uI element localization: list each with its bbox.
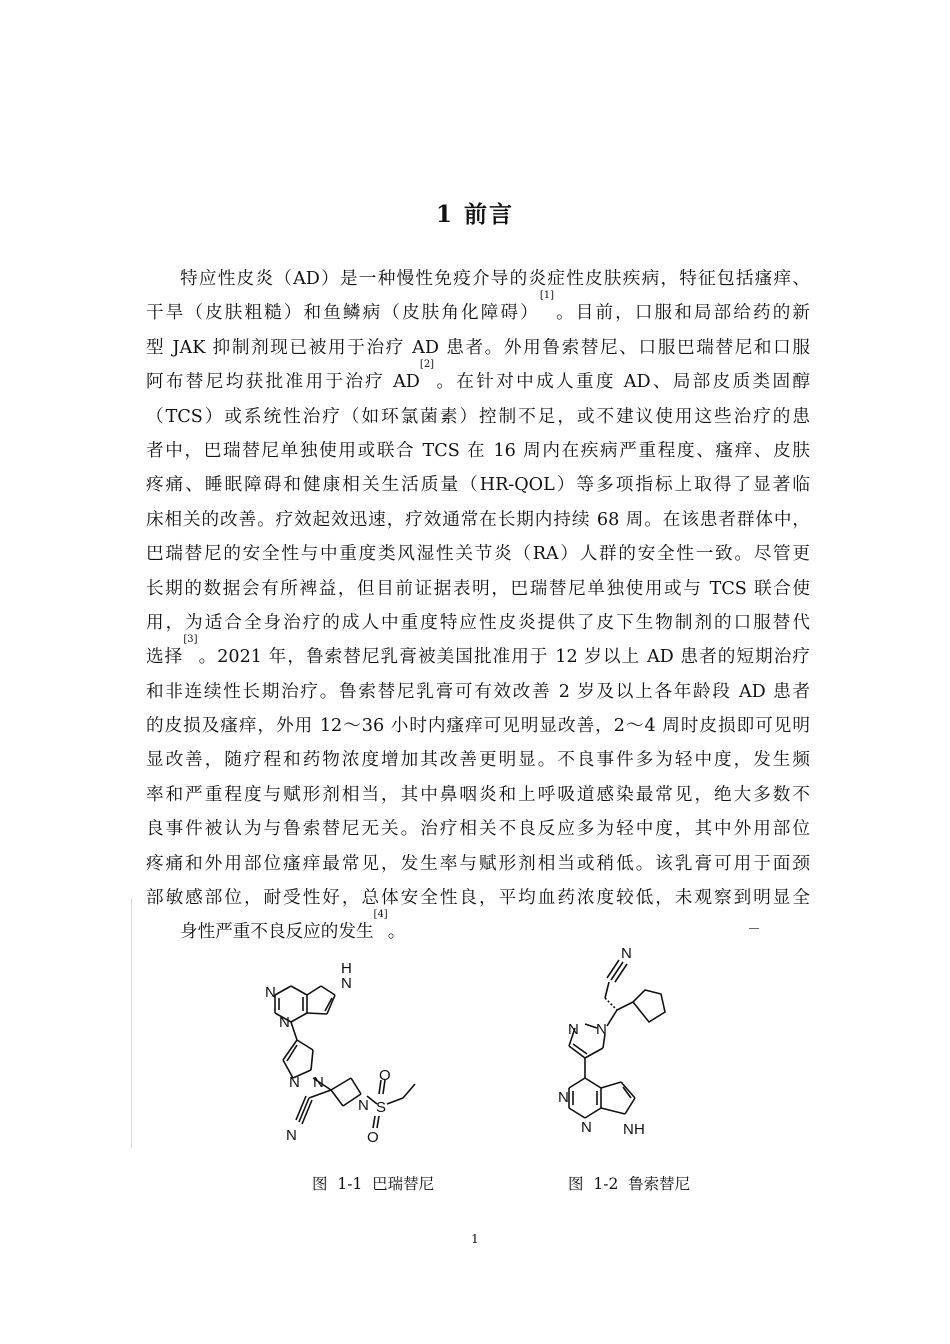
line-text: 率和严重程度与赋形剂相当，其中鼻咽炎和上呼吸道感染最常见，绝大多数不: [146, 784, 810, 805]
paragraph-line: [146, 675, 810, 709]
page-number: 1: [471, 1232, 479, 1246]
margin-rule: [131, 898, 132, 1148]
line-text: 长期的数据会有所裨益，但目前证据表明，巴瑞替尼单独使用或与 TCS 联合使: [146, 578, 810, 599]
line-text: 。2021 年，鲁索替尼乳膏被美国批准用于 12 岁以上 AD 患者的短期治疗: [197, 647, 810, 668]
paragraph-line: [146, 909, 810, 949]
body-paragraph: [146, 262, 810, 950]
atom-label-n: N: [358, 1097, 369, 1114]
line-text: 阿布替尼均获批准用于治疗 AD: [146, 372, 420, 393]
atom-label-n: N: [313, 1074, 324, 1091]
atom-label-o: O: [379, 1067, 391, 1084]
section-heading: 1 前言: [435, 201, 514, 228]
line-text: 身性严重不良反应的发生: [180, 922, 374, 943]
line-text: 部敏感部位，耐受性好，总体安全性良，平均血药浓度较低，未观察到明显全: [146, 888, 810, 909]
atom-label-n: N: [279, 1014, 290, 1031]
figure-baricitinib-structure: [255, 950, 455, 1160]
line-text: 者中，巴瑞替尼单独使用或联合 TCS 在 16 周内在疾病严重程度、瘙痒、皮肤: [146, 440, 810, 461]
atom-label-n: N: [623, 1121, 634, 1138]
paragraph-line: [146, 262, 810, 296]
citation-reference: [3]: [183, 634, 198, 646]
line-text: 用，为适合全身治疗的成人中重度特应性皮炎提供了皮下生物制剂的口服替代: [146, 612, 810, 633]
line-text: 干旱（皮肤粗糙）和鱼鳞病（皮肤角化障碍）: [146, 303, 540, 324]
paragraph-line: [146, 709, 810, 743]
paragraph-line: [146, 847, 810, 881]
line-text: 和非连续性长期治疗。鲁索替尼乳膏可有效改善 2 岁及以上各年龄段 AD 患者: [146, 681, 810, 702]
atom-label-n: N: [558, 1089, 569, 1106]
atom-label-n: N: [596, 1021, 607, 1038]
paragraph-line: [146, 743, 810, 777]
line-text: 型 JAK 抑制剂现已被用于治疗 AD 患者。外用鲁索替尼、口服巴瑞替尼和口服: [146, 337, 810, 358]
line-text: 。在针对中成人重度 AD、局部皮质类固醇: [434, 372, 811, 393]
atom-label-n: N: [581, 1119, 592, 1136]
line-text: 特应性皮炎（AD）是一种慢性免疫介导的炎症性皮肤疾病，特征包括瘙痒、: [180, 269, 810, 289]
atom-label-n: N: [341, 975, 352, 992]
paragraph-line: [146, 400, 810, 434]
paragraph-line: [146, 572, 810, 606]
figure-caption-ruxolitinib: 图 1-2 鲁索替尼: [568, 1175, 691, 1193]
citation-reference: [1]: [539, 290, 554, 302]
line-text: 显改善，随疗程和药物浓度增加其改善更明显。不良事件多为轻中度，发生频: [146, 750, 810, 771]
figure-ruxolitinib-structure: [545, 940, 705, 1155]
line-text: 良事件被认为与鲁索替尼无关。治疗相关不良反应多为轻中度，其中外用部位: [146, 819, 810, 840]
atom-label-n: N: [568, 1021, 579, 1038]
atom-label-o: O: [367, 1129, 379, 1146]
atom-label-n: N: [265, 984, 276, 1001]
paragraph-line: [146, 290, 810, 330]
figure-caption-baricitinib: 图 1-1 巴瑞替尼: [312, 1175, 435, 1193]
paragraph-line: [146, 606, 810, 640]
paragraph-line: [146, 778, 810, 812]
line-text: 床相关的改善。疗效起效迅速，疗效通常在长期内持续 68 周。在该患者群体中，: [146, 509, 810, 530]
dash-mark: [749, 928, 759, 929]
line-text: 疼痛和外用部位瘙痒最常见，发生率与赋形剂相当或稍低。该乳膏可用于面颈: [146, 853, 810, 874]
atom-label-n: N: [621, 945, 632, 962]
atom-label-n: N: [289, 1074, 300, 1091]
atom-label-h: H: [634, 1121, 645, 1138]
paragraph-line: [146, 331, 810, 365]
paragraph-line: [146, 634, 810, 674]
citation-reference: [2]: [419, 359, 435, 371]
paragraph-line: [146, 468, 810, 502]
paragraph-line: [146, 537, 810, 571]
line-text: 。: [387, 922, 406, 943]
citation-reference: [4]: [373, 909, 388, 921]
line-text: 的皮损及瘙痒，外用 12～36 小时内瘙痒可见明显改善，2～4 周时皮损即可见明: [146, 716, 810, 737]
paragraph-line: [146, 359, 811, 399]
line-text: 。目前，口服和局部给药的新: [554, 303, 810, 324]
paragraph-line: [146, 503, 810, 537]
paragraph-line: [146, 812, 810, 846]
line-text: （TCS）或系统性治疗（如环氯菌素）控制不足，或不建议使用这些治疗的患: [146, 406, 810, 427]
atom-label-s: S: [376, 1099, 387, 1116]
line-text: 疼痛、睡眠障碍和健康相关生活质量（HR-QOL）等多项指标上取得了显著临: [146, 475, 810, 496]
line-text: 选择: [146, 647, 184, 668]
line-text: 巴瑞替尼的安全性与中重度类风湿性关节炎（RA）人群的安全性一致。尽管更: [146, 544, 810, 565]
paragraph-line: [146, 434, 810, 468]
atom-label-h: H: [341, 960, 352, 977]
paragraph-line: [146, 881, 810, 915]
atom-label-n: N: [286, 1127, 297, 1144]
